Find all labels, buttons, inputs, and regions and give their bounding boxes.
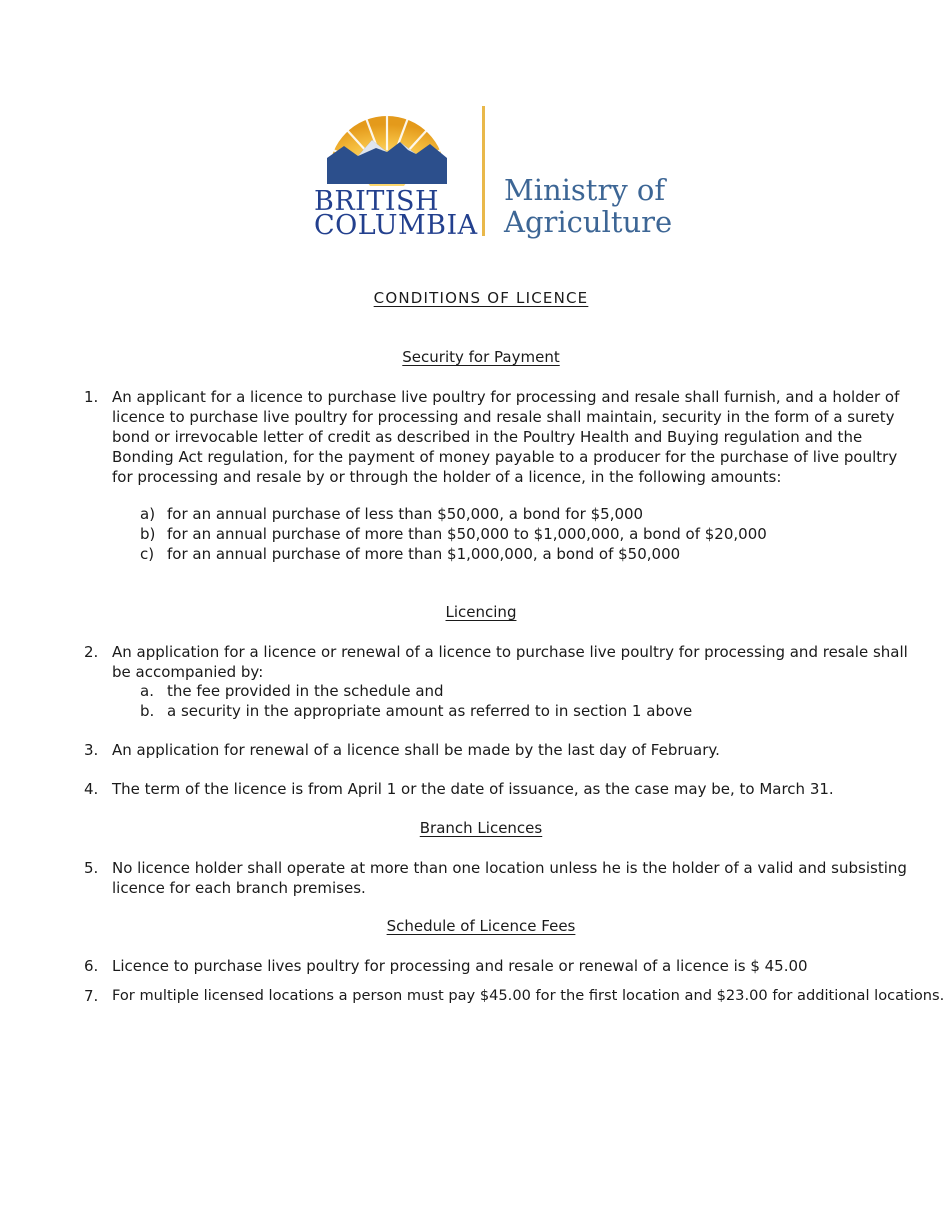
bc-ministry-logo (300, 92, 673, 247)
sunrise-mountain-emblem (312, 96, 462, 186)
sub-item-text: the fee provided in the schedule and (167, 682, 444, 700)
item-text-3: An application for renewal of a licence shall be made by the last day of February. (112, 741, 720, 759)
sub-item-label: a) (140, 505, 156, 523)
sub-item-label: c) (140, 545, 155, 563)
item-text-1: An applicant for a licence to purchase live poultry for processing and resale shall furnish, and a holder of licence to purchase live poultry for processing and resale shall maintain, security in the form of a surety bond or irrevocable letter of credit as described in the Poultry Health and Buying regulation and the Bonding Act regulation, for the payment of money payable to a producer for the purchase of live poultry for processing and resale by or through the holder of a licence, in the following amounts: (112, 388, 900, 486)
item-text-4: The term of the licence is from April 1 or the date of issuance, as the case may be, to March 31. (112, 780, 834, 798)
sub-item-text: for an annual purchase of more than $50,000 to $1,000,000, a bond of $20,000 (167, 525, 767, 543)
sub-item-label: a. (140, 682, 154, 700)
item-number: 1. (84, 388, 99, 406)
item-number: 6. (84, 957, 99, 975)
bc-wordmark-line2: COLUMBIA (314, 210, 478, 241)
item-number: 4. (84, 780, 99, 798)
item-text-5: No licence holder shall operate at more than one location unless he is the holder of a valid and subsisting licence for each branch premises. (112, 859, 907, 897)
ministry-line1: Ministry of (504, 173, 666, 207)
sub-item-text: a security in the appropriate amount as referred to in section 1 above (167, 702, 693, 720)
item-number: 7. (84, 987, 99, 1005)
sub-item-label: b. (140, 702, 155, 720)
sub-item-text: for an annual purchase of more than $1,000,000, a bond of $50,000 (167, 545, 681, 563)
item-text-7: For multiple licensed locations a person must pay $45.00 for the first location and $23.00 for additional locations. (112, 987, 945, 1004)
sub-item-label: b) (140, 525, 156, 543)
bc-wordmark-line1: BRITISH (314, 186, 440, 217)
section-heading-security: Security for Payment (402, 348, 560, 366)
section-heading-fees: Schedule of Licence Fees (386, 917, 576, 935)
item-number: 2. (84, 643, 99, 661)
item-number: 3. (84, 741, 99, 759)
ministry-line2: Agriculture (504, 205, 673, 239)
sub-item-text: for an annual purchase of less than $50,000, a bond for $5,000 (167, 505, 644, 523)
page-title: CONDITIONS OF LICENCE (373, 289, 589, 307)
item-text-6: Licence to purchase lives poultry for processing and resale or renewal of a licence is $ 45.00 (112, 957, 808, 975)
item-text-2: An application for a licence or renewal of a licence to purchase live poultry for processing and resale shall be accompanied by: (112, 643, 908, 681)
section-heading-branch: Branch Licences (419, 819, 543, 837)
logo-divider (482, 106, 485, 236)
section-heading-licencing: Licencing (445, 603, 517, 621)
item-number: 5. (84, 859, 99, 877)
